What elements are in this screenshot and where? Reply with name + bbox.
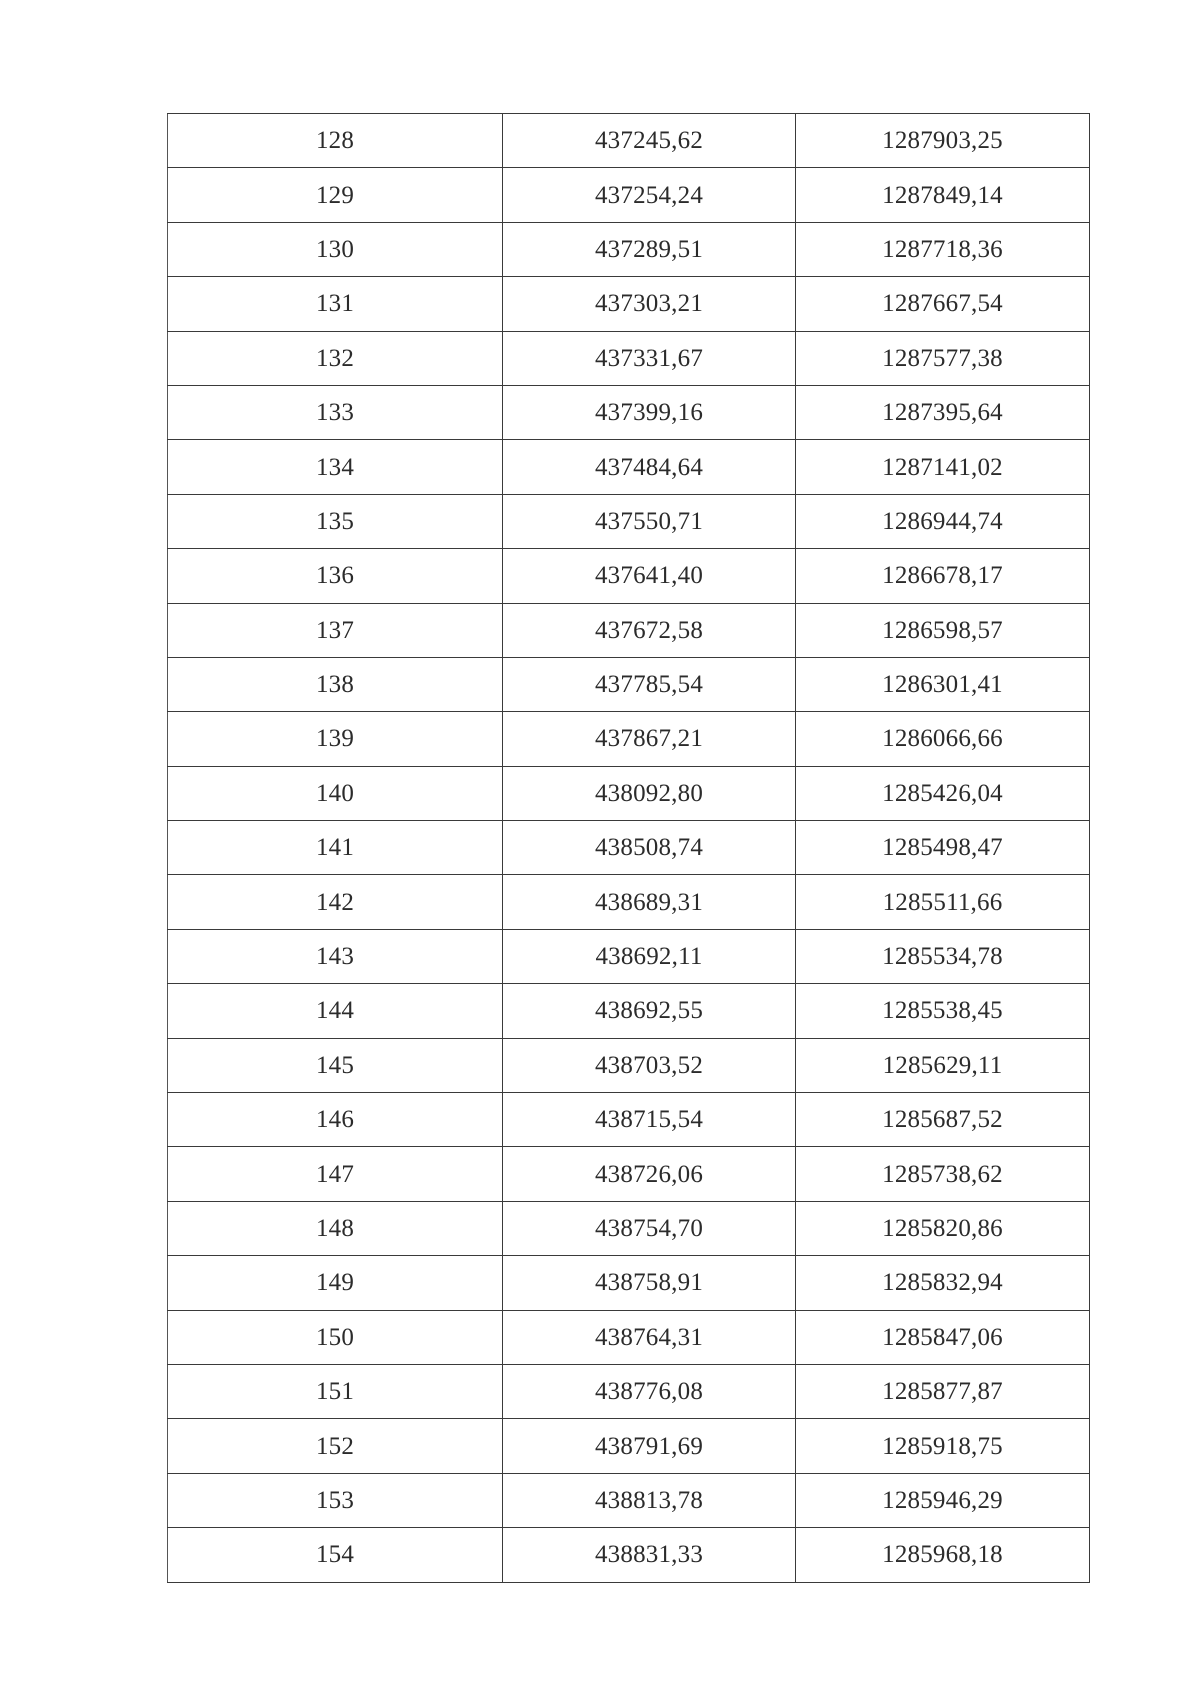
y-coordinate-cell: 1285946,29 <box>796 1473 1090 1527</box>
table-row <box>168 1419 1090 1473</box>
table-row <box>168 1201 1090 1255</box>
x-coordinate-cell: 438813,78 <box>503 1473 796 1527</box>
y-coordinate-cell: 1285968,18 <box>796 1528 1090 1582</box>
y-coordinate-cell: 1287667,54 <box>796 277 1090 331</box>
y-coordinate-cell: 1286678,17 <box>796 549 1090 603</box>
point-number-cell: 137 <box>168 603 503 657</box>
x-coordinate-cell: 438758,91 <box>503 1256 796 1310</box>
table-row <box>168 222 1090 276</box>
table-row <box>168 929 1090 983</box>
y-coordinate-cell: 1286066,66 <box>796 712 1090 766</box>
table-row <box>168 1364 1090 1418</box>
point-number-cell: 142 <box>168 875 503 929</box>
point-number-cell: 129 <box>168 168 503 222</box>
point-number-cell: 151 <box>168 1364 503 1418</box>
x-coordinate-cell: 438776,08 <box>503 1364 796 1418</box>
x-coordinate-cell: 437785,54 <box>503 657 796 711</box>
point-number-cell: 150 <box>168 1310 503 1364</box>
y-coordinate-cell: 1285538,45 <box>796 984 1090 1038</box>
table-row <box>168 766 1090 820</box>
x-coordinate-cell: 438703,52 <box>503 1038 796 1092</box>
y-coordinate-cell: 1285738,62 <box>796 1147 1090 1201</box>
point-number-cell: 146 <box>168 1093 503 1147</box>
table-row <box>168 277 1090 331</box>
table-row <box>168 875 1090 929</box>
table-row <box>168 657 1090 711</box>
x-coordinate-cell: 438726,06 <box>503 1147 796 1201</box>
point-number-cell: 154 <box>168 1528 503 1582</box>
table-row <box>168 1528 1090 1582</box>
table-row <box>168 440 1090 494</box>
point-number-cell: 136 <box>168 549 503 603</box>
table-row <box>168 1093 1090 1147</box>
point-number-cell: 130 <box>168 222 503 276</box>
table-row <box>168 168 1090 222</box>
point-number-cell: 144 <box>168 984 503 1038</box>
x-coordinate-cell: 438764,31 <box>503 1310 796 1364</box>
y-coordinate-cell: 1285918,75 <box>796 1419 1090 1473</box>
table-row <box>168 331 1090 385</box>
table-row <box>168 385 1090 439</box>
point-number-cell: 153 <box>168 1473 503 1527</box>
x-coordinate-cell: 437641,40 <box>503 549 796 603</box>
y-coordinate-cell: 1285820,86 <box>796 1201 1090 1255</box>
x-coordinate-cell: 437289,51 <box>503 222 796 276</box>
y-coordinate-cell: 1286301,41 <box>796 657 1090 711</box>
y-coordinate-cell: 1285426,04 <box>796 766 1090 820</box>
y-coordinate-cell: 1285498,47 <box>796 821 1090 875</box>
x-coordinate-cell: 438092,80 <box>503 766 796 820</box>
point-number-cell: 152 <box>168 1419 503 1473</box>
point-number-cell: 149 <box>168 1256 503 1310</box>
point-number-cell: 148 <box>168 1201 503 1255</box>
point-number-cell: 135 <box>168 494 503 548</box>
coordinates-table <box>167 113 1090 1583</box>
x-coordinate-cell: 437399,16 <box>503 385 796 439</box>
table-row <box>168 603 1090 657</box>
x-coordinate-cell: 437550,71 <box>503 494 796 548</box>
point-number-cell: 139 <box>168 712 503 766</box>
point-number-cell: 133 <box>168 385 503 439</box>
point-number-cell: 132 <box>168 331 503 385</box>
point-number-cell: 145 <box>168 1038 503 1092</box>
x-coordinate-cell: 438791,69 <box>503 1419 796 1473</box>
table-row <box>168 1147 1090 1201</box>
table-row <box>168 712 1090 766</box>
table-row <box>168 114 1090 168</box>
y-coordinate-cell: 1285832,94 <box>796 1256 1090 1310</box>
x-coordinate-cell: 438689,31 <box>503 875 796 929</box>
table-row <box>168 1256 1090 1310</box>
x-coordinate-cell: 438692,55 <box>503 984 796 1038</box>
x-coordinate-cell: 437303,21 <box>503 277 796 331</box>
point-number-cell: 128 <box>168 114 503 168</box>
x-coordinate-cell: 437331,67 <box>503 331 796 385</box>
y-coordinate-cell: 1285847,06 <box>796 1310 1090 1364</box>
point-number-cell: 140 <box>168 766 503 820</box>
point-number-cell: 143 <box>168 929 503 983</box>
table-row <box>168 1310 1090 1364</box>
x-coordinate-cell: 437254,24 <box>503 168 796 222</box>
y-coordinate-cell: 1287395,64 <box>796 385 1090 439</box>
x-coordinate-cell: 438692,11 <box>503 929 796 983</box>
x-coordinate-cell: 438715,54 <box>503 1093 796 1147</box>
x-coordinate-cell: 437867,21 <box>503 712 796 766</box>
point-number-cell: 147 <box>168 1147 503 1201</box>
y-coordinate-cell: 1287903,25 <box>796 114 1090 168</box>
point-number-cell: 134 <box>168 440 503 494</box>
table-row <box>168 984 1090 1038</box>
y-coordinate-cell: 1287141,02 <box>796 440 1090 494</box>
y-coordinate-cell: 1286598,57 <box>796 603 1090 657</box>
point-number-cell: 138 <box>168 657 503 711</box>
y-coordinate-cell: 1287577,38 <box>796 331 1090 385</box>
point-number-cell: 141 <box>168 821 503 875</box>
x-coordinate-cell: 437245,62 <box>503 114 796 168</box>
x-coordinate-cell: 437672,58 <box>503 603 796 657</box>
x-coordinate-cell: 438831,33 <box>503 1528 796 1582</box>
y-coordinate-cell: 1286944,74 <box>796 494 1090 548</box>
y-coordinate-cell: 1285629,11 <box>796 1038 1090 1092</box>
table-row <box>168 494 1090 548</box>
x-coordinate-cell: 438508,74 <box>503 821 796 875</box>
y-coordinate-cell: 1287718,36 <box>796 222 1090 276</box>
point-number-cell: 131 <box>168 277 503 331</box>
x-coordinate-cell: 437484,64 <box>503 440 796 494</box>
y-coordinate-cell: 1285534,78 <box>796 929 1090 983</box>
x-coordinate-cell: 438754,70 <box>503 1201 796 1255</box>
table-row <box>168 549 1090 603</box>
table-row <box>168 1038 1090 1092</box>
y-coordinate-cell: 1287849,14 <box>796 168 1090 222</box>
y-coordinate-cell: 1285877,87 <box>796 1364 1090 1418</box>
table-row <box>168 1473 1090 1527</box>
coordinates-table-body <box>168 114 1090 1583</box>
table-row <box>168 821 1090 875</box>
y-coordinate-cell: 1285687,52 <box>796 1093 1090 1147</box>
y-coordinate-cell: 1285511,66 <box>796 875 1090 929</box>
